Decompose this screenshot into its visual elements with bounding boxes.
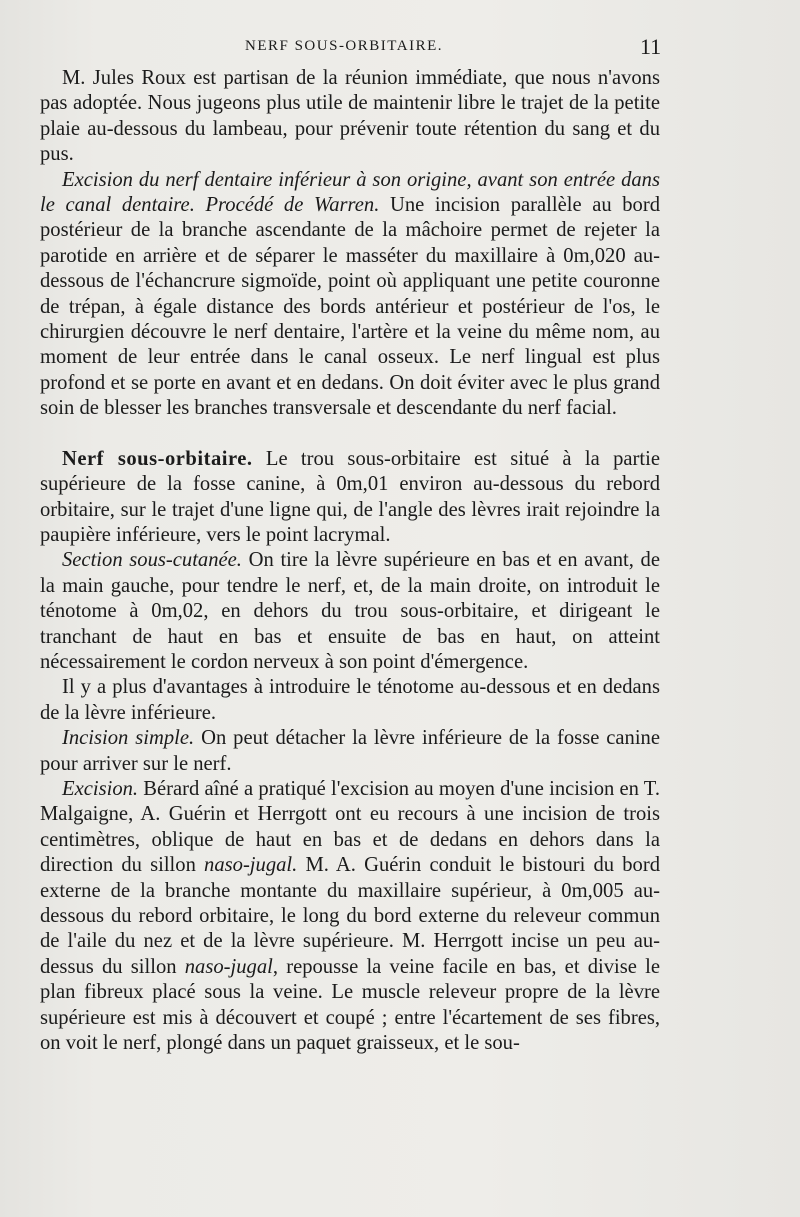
warren-heading: Excision du nerf dentaire inférieur à son origine, avant son entrée dans le canal dentaire. Procédé de Warren. xyxy=(40,168,660,217)
naso-jugal-term-2: naso-jugal xyxy=(184,955,273,978)
incision-simple-text: On peut détacher la lèvre inférieure de la fosse canine pour arriver sur le nerf. xyxy=(40,727,660,775)
sous-cutanee-heading: Section sous-cutanée. xyxy=(62,549,242,572)
paragraph-warren xyxy=(40,168,660,422)
paragraph-roux xyxy=(40,66,660,168)
paragraph-excision xyxy=(40,777,660,1056)
paragraph-nerf-sous-orbitaire xyxy=(40,447,660,549)
paragraph-roux-text: M. Jules Roux est partisan de la réunion immédiate, que nous n'avons pas adoptée. Nous jugeons plus utile de maintenir libre le trajet de la petite plaie au-dessous du lambeau, pour prévenir toute rétention du sang et du pus. xyxy=(40,67,660,166)
sous-cutanee-text: On tire la lèvre supérieure en bas et en avant, de la main gauche, pour tendre le nerf, et, de la main droite, on introduit le ténotome à 0m,02, en dehors du trou sous-orbitaire, et dirigeant le tranchant de haut en bas et ensuite de bas en haut, on atteint nécessairement le cordon nerveux à son point d'émergence. xyxy=(40,549,660,673)
excision-heading: Excision. xyxy=(62,777,139,800)
paragraph-incision-simple xyxy=(40,726,660,777)
excision-text-a: Bérard aîné a pratiqué l'excision au moyen d'une incision en T. Malgaigne, A. Guérin et Herrgott ont eu recours à une incision de trois centimètres, oblique de haut en bas et de dedans en dehors dans la direction du sillon xyxy=(40,777,660,877)
paragraph-section-sous-cutanee xyxy=(40,548,660,675)
running-head-title: NERF SOUS-ORBITAIRE. xyxy=(245,38,443,54)
excision-text-c: , repousse la veine facile en bas, et divise le plan fibreux placé sous la veine. Le muscle releveur propre de la lèvre supérieure est mis à découvert et coupé ; entre l'écartement de ses fibres, on voit le nerf, plongé dans un paquet graisseux, et le sou- xyxy=(40,955,660,1055)
incision-simple-heading: Incision simple. xyxy=(62,727,195,750)
section-intro-text: Le trou sous-orbitaire est situé à la partie supérieure de la fosse canine, à 0m,01 environ au-dessous du rebord orbitaire, sur le trajet d'une ligne qui, de l'angle des lèvres irait rejoindre la paupière inférieure, vers le point lacrymal. xyxy=(40,447,660,546)
body-text xyxy=(40,66,660,1056)
paragraph-tenotome xyxy=(40,675,660,726)
page-number: 11 xyxy=(640,34,662,59)
naso-jugal-term-1: naso-jugal. xyxy=(204,854,298,877)
tenotome-text: Il y a plus d'avantages à introduire le ténotome au-dessous et en dedans de la lèvre inférieure. xyxy=(40,676,660,724)
warren-text: Une incision parallèle au bord postérieur de la branche ascendante de la mâchoire permet de rejeter la parotide en arrière et de séparer le masséter du maxillaire à 0m,020 au-dessous de l'échancrure sigmoïde, point où appliquant une petite couronne de trépan, à égale distance des bords antérieur et postérieur de l'os, le chirurgien découvre le nerf dentaire, l'artère et la veine du même nom, au moment de leur entrée dans le canal osseux. Le nerf lingual est plus profond et se porte en avant et en dedans. On doit éviter avec le plus grand soin de blesser les branches transversale et descendante du nerf facial. xyxy=(40,194,660,420)
excision-text-b: M. A. Guérin conduit le bistouri du bord externe de la branche montante du maxillaire supérieur, à 0m,005 au-dessous du rebord orbitaire, le long du bord externe du releveur commun de l'aile du nez et de la lèvre supérieure. M. Herrgott incise un peu au-dessus du sillon xyxy=(40,854,660,978)
section-heading: Nerf sous-orbitaire. xyxy=(62,447,253,470)
